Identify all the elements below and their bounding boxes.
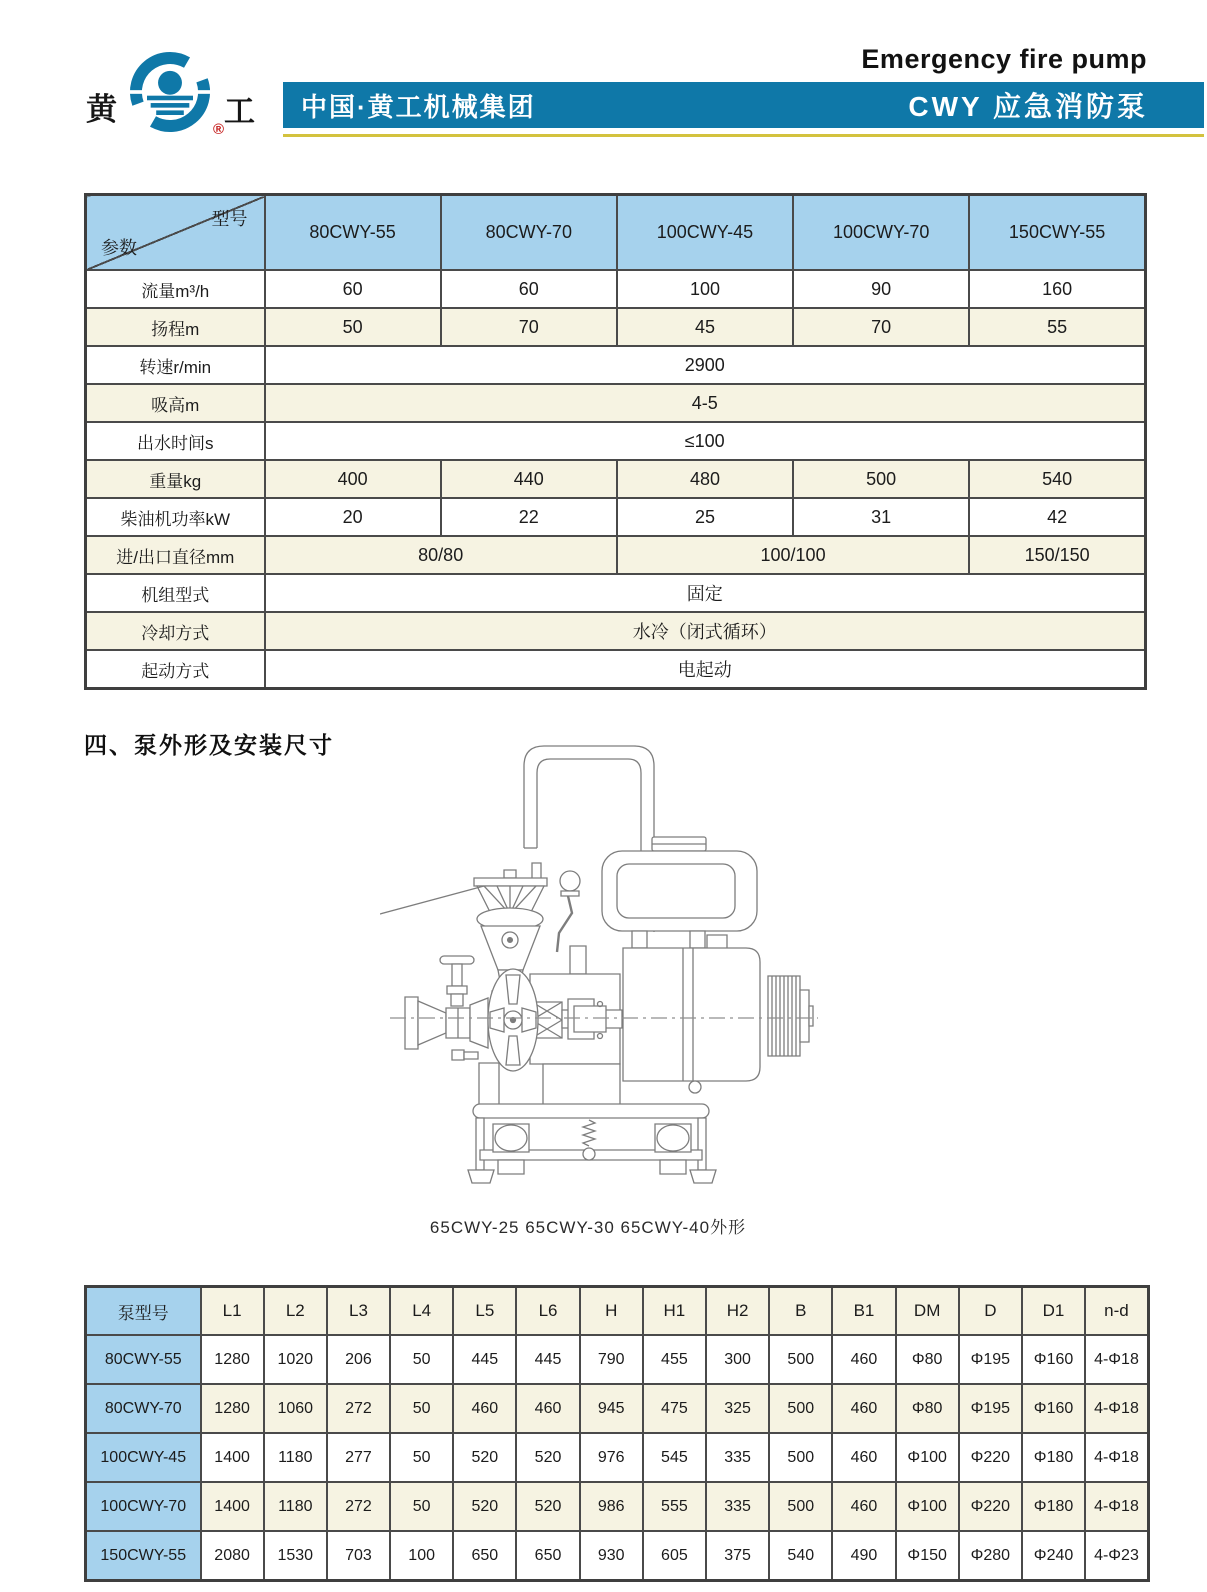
- dim-value-cell: 1400: [201, 1433, 264, 1482]
- page-title-english: Emergency fire pump: [861, 44, 1147, 74]
- spec-value-cell: 25: [617, 498, 793, 536]
- corner-label-model: 型号: [211, 209, 248, 229]
- dim-value-cell: 1180: [264, 1482, 327, 1531]
- spec-value-cell: 4-5: [265, 384, 1146, 422]
- dim-value-cell: 1400: [201, 1482, 264, 1531]
- dim-value-cell: 100: [390, 1531, 453, 1581]
- dim-value-cell: Φ100: [896, 1433, 959, 1482]
- drawing-caption: 65CWY-25 65CWY-30 65CWY-40外形: [429, 1218, 747, 1237]
- dim-value-cell: 945: [580, 1384, 643, 1433]
- dimensions-table: [84, 1285, 1150, 1582]
- dim-value-cell: 2080: [201, 1531, 264, 1581]
- model-col-header: 100CWY-45: [617, 195, 793, 271]
- dim-value-cell: 50: [390, 1433, 453, 1482]
- dim-value-cell: 4-Φ18: [1085, 1482, 1148, 1531]
- dim-header-cell: D1: [1022, 1287, 1085, 1336]
- dim-value-cell: 605: [643, 1531, 706, 1581]
- dim-value-cell: 986: [580, 1482, 643, 1531]
- dim-header-cell: L5: [453, 1287, 516, 1336]
- company-emblem-icon: [124, 45, 216, 139]
- spec-table: [84, 193, 1147, 690]
- fuel-tank: [602, 837, 757, 931]
- dim-value-cell: 520: [453, 1482, 516, 1531]
- pump-model-cell: 150CWY-55: [86, 1531, 201, 1581]
- spec-value-cell: 20: [265, 498, 441, 536]
- dim-value-cell: Φ80: [896, 1335, 959, 1384]
- dim-value-cell: 50: [390, 1335, 453, 1384]
- dim-value-cell: 50: [390, 1384, 453, 1433]
- dim-value-cell: 460: [516, 1384, 579, 1433]
- dim-value-cell: 375: [706, 1531, 769, 1581]
- dim-value-cell: 500: [769, 1384, 832, 1433]
- dim-value-cell: Φ100: [896, 1482, 959, 1531]
- dim-value-cell: 272: [327, 1482, 390, 1531]
- spec-value-cell: 50: [265, 308, 441, 346]
- dim-value-cell: 460: [453, 1384, 516, 1433]
- spec-value-cell: 55: [969, 308, 1145, 346]
- dim-value-cell: 460: [832, 1482, 895, 1531]
- dim-value-cell: 325: [706, 1384, 769, 1433]
- dim-value-cell: 1530: [264, 1531, 327, 1581]
- dim-value-cell: 520: [516, 1433, 579, 1482]
- model-col-header: 80CWY-55: [265, 195, 441, 271]
- product-title: CWY 应急消防泵: [908, 91, 1148, 122]
- dim-header-cell: L6: [516, 1287, 579, 1336]
- spec-value-cell: 480: [617, 460, 793, 498]
- dim-value-cell: 4-Φ18: [1085, 1335, 1148, 1384]
- dim-header-cell: B1: [832, 1287, 895, 1336]
- dim-header-cell: L3: [327, 1287, 390, 1336]
- logo-right-char: 工: [224, 94, 255, 129]
- dim-value-cell: 455: [643, 1335, 706, 1384]
- spec-value-cell: 150/150: [969, 536, 1145, 574]
- dim-table-row: [86, 1531, 1149, 1581]
- impeller: [488, 969, 538, 1071]
- dim-value-cell: Φ220: [959, 1433, 1022, 1482]
- dim-value-cell: 1020: [264, 1335, 327, 1384]
- dim-value-cell: 650: [516, 1531, 579, 1581]
- spec-value-cell: 70: [441, 308, 617, 346]
- dim-value-cell: 500: [769, 1335, 832, 1384]
- spec-row-label: 吸高m: [86, 384, 265, 422]
- dim-header-cell: n-d: [1085, 1287, 1148, 1336]
- dim-value-cell: Φ150: [896, 1531, 959, 1581]
- spec-value-cell: 60: [265, 270, 441, 308]
- spec-value-cell: 80/80: [265, 536, 617, 574]
- dim-header-cell: DM: [896, 1287, 959, 1336]
- dim-header-cell: H: [580, 1287, 643, 1336]
- dim-value-cell: 703: [327, 1531, 390, 1581]
- dim-value-cell: 335: [706, 1433, 769, 1482]
- dim-value-cell: 545: [643, 1433, 706, 1482]
- spec-row-label: 起动方式: [86, 650, 265, 689]
- spec-row-label: 扬程m: [86, 308, 265, 346]
- pump-model-cell: 100CWY-70: [86, 1482, 201, 1531]
- registered-trademark-icon: ®: [213, 121, 225, 138]
- dim-value-cell: Φ180: [1022, 1433, 1085, 1482]
- logo-left-char: 黄: [86, 92, 117, 127]
- spec-row-label: 进/出口直径mm: [86, 536, 265, 574]
- spec-row: [86, 536, 1146, 574]
- header-banner: [283, 82, 1204, 128]
- corner-label-param: 参数: [101, 238, 137, 258]
- dim-value-cell: 520: [453, 1433, 516, 1482]
- spec-row-label: 柴油机功率kW: [86, 498, 265, 536]
- spec-value-cell: 2900: [265, 346, 1146, 384]
- dim-value-cell: 650: [453, 1531, 516, 1581]
- spec-value-cell: 31: [793, 498, 969, 536]
- dim-value-cell: Φ180: [1022, 1482, 1085, 1531]
- dim-value-cell: Φ240: [1022, 1531, 1085, 1581]
- dim-value-cell: 930: [580, 1531, 643, 1581]
- dim-value-cell: 50: [390, 1482, 453, 1531]
- dim-value-cell: 1060: [264, 1384, 327, 1433]
- spec-value-cell: 440: [441, 460, 617, 498]
- dim-value-cell: 460: [832, 1384, 895, 1433]
- dim-value-cell: 520: [516, 1482, 579, 1531]
- spec-row-label: 出水时间s: [86, 422, 265, 460]
- spec-value-cell: 400: [265, 460, 441, 498]
- dim-table-row: [86, 1335, 1149, 1384]
- pulley: [768, 976, 813, 1056]
- spec-value-cell: 100: [617, 270, 793, 308]
- spec-row: [86, 308, 1146, 346]
- engine-block: [623, 931, 760, 1093]
- dim-value-cell: 500: [769, 1433, 832, 1482]
- dim-table-row: [86, 1433, 1149, 1482]
- spec-value-cell: 500: [793, 460, 969, 498]
- spec-row-label: 重量kg: [86, 460, 265, 498]
- spec-value-cell: ≤100: [265, 422, 1146, 460]
- spec-row-label: 机组型式: [86, 574, 265, 612]
- dim-value-cell: 976: [580, 1433, 643, 1482]
- spec-row: [86, 650, 1146, 689]
- spec-row-label: 冷却方式: [86, 612, 265, 650]
- base-frame: [468, 1104, 716, 1183]
- spec-row: [86, 384, 1146, 422]
- dim-header-cell: H1: [643, 1287, 706, 1336]
- dim-value-cell: 475: [643, 1384, 706, 1433]
- dim-value-cell: 1280: [201, 1335, 264, 1384]
- dim-value-cell: 335: [706, 1482, 769, 1531]
- dim-header-row: [86, 1287, 1149, 1336]
- spec-value-cell: 22: [441, 498, 617, 536]
- spec-row: [86, 346, 1146, 384]
- dim-value-cell: 4-Φ18: [1085, 1433, 1148, 1482]
- spec-value-cell: 水冷（闭式循环）: [265, 612, 1146, 650]
- spec-value-cell: 160: [969, 270, 1145, 308]
- pump-technical-drawing: [380, 718, 820, 1188]
- spec-value-cell: 45: [617, 308, 793, 346]
- dim-value-cell: 460: [832, 1433, 895, 1482]
- model-col-header: 80CWY-70: [441, 195, 617, 271]
- spec-row: [86, 574, 1146, 612]
- dim-header-cell: D: [959, 1287, 1022, 1336]
- dim-value-cell: Φ160: [1022, 1335, 1085, 1384]
- spec-value-cell: 100/100: [617, 536, 969, 574]
- model-col-header: 100CWY-70: [793, 195, 969, 271]
- dim-header-model: 泵型号: [86, 1287, 201, 1336]
- spec-value-cell: 固定: [265, 574, 1146, 612]
- spec-row-label: 转速r/min: [86, 346, 265, 384]
- dim-value-cell: 300: [706, 1335, 769, 1384]
- dim-value-cell: 1280: [201, 1384, 264, 1433]
- spec-row: [86, 498, 1146, 536]
- dim-header-cell: H2: [706, 1287, 769, 1336]
- dim-value-cell: 1180: [264, 1433, 327, 1482]
- spec-value-cell: 42: [969, 498, 1145, 536]
- dim-value-cell: Φ220: [959, 1482, 1022, 1531]
- spec-value-cell: 电起动: [265, 650, 1146, 689]
- dim-value-cell: 445: [516, 1335, 579, 1384]
- dim-value-cell: 555: [643, 1482, 706, 1531]
- spec-row: [86, 422, 1146, 460]
- dim-header-cell: L1: [201, 1287, 264, 1336]
- dim-value-cell: Φ195: [959, 1335, 1022, 1384]
- spec-value-cell: 90: [793, 270, 969, 308]
- gold-divider: [283, 134, 1204, 137]
- dim-value-cell: 272: [327, 1384, 390, 1433]
- spec-corner-cell: [86, 195, 265, 271]
- spec-row-label: 流量m³/h: [86, 270, 265, 308]
- dim-value-cell: 4-Φ18: [1085, 1384, 1148, 1433]
- dim-value-cell: Φ160: [1022, 1384, 1085, 1433]
- dim-value-cell: 460: [832, 1335, 895, 1384]
- suction-pipe: [405, 956, 488, 1060]
- company-name: 中国·黄工机械集团: [301, 91, 536, 122]
- dim-header-cell: B: [769, 1287, 832, 1336]
- dim-value-cell: Φ280: [959, 1531, 1022, 1581]
- dim-value-cell: 540: [769, 1531, 832, 1581]
- spec-row: [86, 460, 1146, 498]
- dim-value-cell: 277: [327, 1433, 390, 1482]
- spec-row: [86, 270, 1146, 308]
- spec-row: [86, 612, 1146, 650]
- dim-header-cell: L2: [264, 1287, 327, 1336]
- dim-header-cell: L4: [390, 1287, 453, 1336]
- dim-value-cell: 490: [832, 1531, 895, 1581]
- section-title: 四、泵外形及安装尺寸: [84, 732, 334, 758]
- dim-value-cell: 4-Φ23: [1085, 1531, 1148, 1581]
- spec-value-cell: 70: [793, 308, 969, 346]
- pump-model-cell: 80CWY-55: [86, 1335, 201, 1384]
- pump-model-cell: 100CWY-45: [86, 1433, 201, 1482]
- dim-table-row: [86, 1384, 1149, 1433]
- dim-value-cell: 790: [580, 1335, 643, 1384]
- dim-value-cell: Φ195: [959, 1384, 1022, 1433]
- model-col-header: 150CWY-55: [969, 195, 1145, 271]
- spec-value-cell: 540: [969, 460, 1145, 498]
- spec-header-row: [86, 195, 1146, 271]
- dim-value-cell: 500: [769, 1482, 832, 1531]
- dim-value-cell: Φ80: [896, 1384, 959, 1433]
- spec-value-cell: 60: [441, 270, 617, 308]
- dim-table-row: [86, 1482, 1149, 1531]
- dim-value-cell: 445: [453, 1335, 516, 1384]
- gear-lever: [557, 871, 580, 952]
- dim-value-cell: 206: [327, 1335, 390, 1384]
- pump-model-cell: 80CWY-70: [86, 1384, 201, 1433]
